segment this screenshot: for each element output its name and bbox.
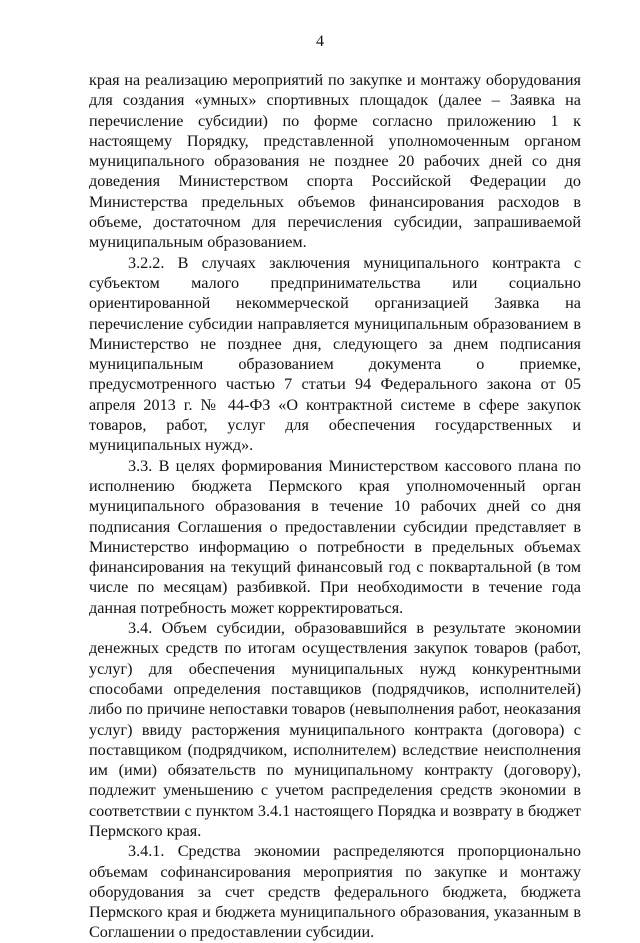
paragraph-continuation: края на реализацию мероприятий по закупке и монтажу оборудования для создания «умных» спортивных площадок (далее – Заявка на перечисление субсидии) по форме согласно приложению 1 к настоящему Порядку, представленной уполномоченным органом муниципального образования не позднее 20 рабочих дней со дня доведения Министерством спорта Российской Федерации до Министерства предельных объемов финансирования расходов в объеме, достаточном для перечисления субсидии, запрашиваемой муниципальным образованием. xyxy=(89,71,581,252)
paragraph-3-4-1: 3.4.1. Средства экономии распределяются пропорционально объемам софинансирования мероприятия по закупке и монтажу оборудования за счет средств федерального бюджета, бюджета Пермского края и бюджета муниципального образования, указанным в Соглашении о предоставлении субсидии. xyxy=(89,842,581,942)
document-body xyxy=(89,70,581,943)
paragraph-3-2-2: 3.2.2. В случаях заключения муниципального контракта с субъектом малого предпринимательства или социально ориентированной некоммерческой организацией Заявка на перечисление субсидии направляется муниципальным образованием в Министерство не позднее дня, следующего за днем подписания муниципальным образованием документа о приемке, предусмотренного частью 7 статьи 94 Федерального закона от 05 апреля 2013 г. № 44-ФЗ «О контрактной системе в сфере закупок товаров, работ, услуг для обеспечения государственных и муниципальных нужд». xyxy=(89,253,581,455)
paragraph-3-4: 3.4. Объем субсидии, образовавшийся в результате экономии денежных средств по итогам осуществления закупок товаров (работ, услуг) для обеспечения муниципальных нужд конкурентными способами определения поставщиков (подрядчиков, исполнителей) либо по причине непоставки товаров (невыполнения работ, неоказания услуг) ввиду расторжения муниципального контракта (договора) с поставщиком (подрядчиком, исполнителем) вследствие неисполнения им (ими) обязательств по муниципальному контракту (договору), подлежит уменьшению с учетом распределения средств экономии в соответствии с пунктом 3.4.1 настоящего Порядка и возврату в бюджет Пермского края. xyxy=(89,619,581,840)
page-number: 4 xyxy=(316,33,324,50)
paragraph-3-3: 3.3. В целях формирования Министерством кассового плана по исполнению бюджета Пермского края уполномоченный орган муниципального образования в течение 10 рабочих дней со дня подписания Соглашения о предоставлении субсидии представляет в Министерство информацию о потребности в предельных объемах финансирования на текущий финансовый год с поквартальной (в том числе по месяцам) разбивкой. При необходимости в течение года данная потребность может корректироваться. xyxy=(89,456,581,617)
